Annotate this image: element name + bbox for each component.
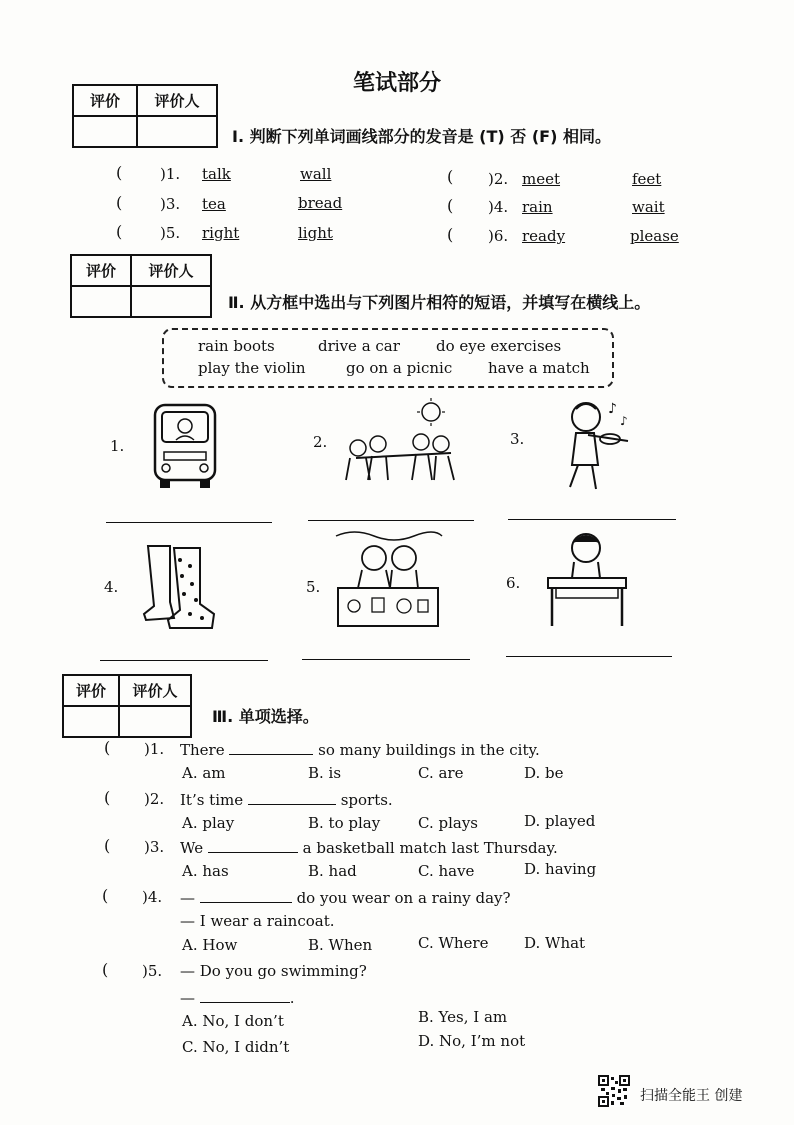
question-text: — Do you go swimming?: [180, 962, 367, 980]
scanner-watermark: 扫描全能王 创建: [640, 1088, 743, 1104]
question-text: [180, 888, 511, 907]
section3-title: Ⅲ. 单项选择。: [212, 707, 319, 726]
picture-number: 6.: [506, 574, 521, 592]
answer-line[interactable]: [302, 659, 470, 660]
option[interactable]: D. having: [524, 860, 597, 878]
answer-line[interactable]: [308, 520, 474, 521]
item-number: )3.: [160, 195, 181, 213]
question-text: [180, 790, 393, 809]
tug-of-war-icon: [336, 398, 466, 490]
score-cell[interactable]: [63, 706, 119, 737]
picture-number: 4.: [104, 578, 119, 596]
answer-paren[interactable]: (: [104, 788, 111, 807]
item-number: )2.: [488, 170, 509, 188]
answer-paren[interactable]: (: [447, 225, 454, 244]
word-2: please: [630, 227, 679, 245]
option[interactable]: B. to play: [308, 814, 381, 832]
word-2: bread: [298, 194, 343, 212]
answer-paren[interactable]: (: [116, 222, 123, 241]
grader-cell[interactable]: [137, 116, 217, 147]
word-1: talk: [202, 165, 231, 183]
score-label: 评价: [71, 255, 131, 286]
phrase: have a match: [488, 359, 590, 377]
answer-paren[interactable]: (: [102, 960, 109, 979]
score-cell[interactable]: [73, 116, 137, 147]
word-1: tea: [202, 195, 226, 213]
question-number: )3.: [144, 838, 165, 856]
item-number: )5.: [160, 224, 181, 242]
fill-blank[interactable]: [248, 790, 336, 805]
score-label: 评价: [63, 675, 119, 706]
picture-number: 5.: [306, 578, 321, 596]
answer-paren[interactable]: (: [447, 167, 454, 186]
question-post: do you wear on a rainy day?: [296, 889, 511, 907]
option[interactable]: A. No, I don’t: [182, 1012, 284, 1030]
picture-number: 2.: [313, 433, 328, 451]
fill-blank[interactable]: [208, 838, 298, 853]
option[interactable]: C. No, I didn’t: [182, 1038, 290, 1056]
answer-paren[interactable]: (: [116, 193, 123, 212]
grader-label: 评价人: [131, 255, 211, 286]
phrase: rain boots: [198, 337, 275, 355]
answer-line[interactable]: [100, 660, 268, 661]
option[interactable]: B. When: [308, 936, 373, 954]
page-title: 笔试部分: [352, 71, 441, 96]
answer-line[interactable]: [506, 656, 672, 657]
violin-player-icon: [548, 395, 638, 495]
question-post: sports.: [340, 791, 393, 809]
qr-code-icon: [598, 1075, 630, 1107]
option[interactable]: A. am: [182, 764, 226, 782]
option[interactable]: B. had: [308, 862, 357, 880]
option[interactable]: D. be: [524, 764, 564, 782]
score-box: [72, 84, 218, 148]
picnic-icon: [334, 526, 444, 632]
grader-label: 评价人: [137, 85, 217, 116]
answer-paren[interactable]: (: [116, 163, 123, 182]
phrase: do eye exercises: [436, 337, 562, 355]
question-number: )1.: [144, 740, 165, 758]
score-box: [70, 254, 212, 318]
fill-blank[interactable]: [200, 888, 292, 903]
answer-line[interactable]: [106, 522, 272, 523]
section2-title: Ⅱ. 从方框中选出与下列图片相符的短语，并填写在横线上。: [228, 293, 651, 312]
item-number: )1.: [160, 165, 181, 183]
word-1: rain: [522, 198, 553, 216]
answer-paren[interactable]: (: [104, 738, 111, 757]
option[interactable]: B. is: [308, 764, 342, 782]
word-1: meet: [522, 170, 561, 188]
question-pre: —: [180, 889, 195, 907]
question-text: [180, 740, 540, 759]
word-1: ready: [522, 227, 566, 245]
option[interactable]: D. What: [524, 934, 586, 952]
period: .: [289, 989, 295, 1007]
word-2: light: [298, 224, 333, 242]
option[interactable]: C. are: [418, 764, 464, 782]
rain-boots-icon: [140, 540, 220, 632]
phrase: drive a car: [318, 337, 400, 355]
question-number: )5.: [142, 962, 163, 980]
dialogue-line: [180, 988, 295, 1007]
score-cell[interactable]: [71, 286, 131, 317]
answer-paren[interactable]: (: [102, 886, 109, 905]
eye-exercise-desk-icon: [544, 528, 630, 628]
fill-blank[interactable]: [200, 988, 290, 1003]
picture-number: 1.: [110, 437, 125, 455]
answer-line[interactable]: [508, 519, 676, 520]
question-number: )4.: [142, 888, 163, 906]
answer-paren[interactable]: (: [104, 836, 111, 855]
option[interactable]: B. Yes, I am: [418, 1008, 508, 1026]
option[interactable]: A. How: [182, 936, 238, 954]
dash: —: [180, 989, 195, 1007]
phrase: play the violin: [198, 359, 306, 377]
svg-text:♪: ♪: [620, 414, 628, 428]
dialogue-line: — I wear a raincoat.: [180, 912, 335, 930]
word-2: wall: [300, 165, 332, 183]
question-number: )2.: [144, 790, 165, 808]
option[interactable]: D. No, I’m not: [418, 1032, 526, 1050]
phrase: go on a picnic: [346, 359, 453, 377]
score-box: [62, 674, 192, 738]
score-label: 评价: [73, 85, 137, 116]
svg-text:♪: ♪: [608, 401, 617, 417]
option[interactable]: C. plays: [418, 814, 478, 832]
grader-label: 评价人: [119, 675, 191, 706]
question-post: a basketball match last Thursday.: [302, 839, 558, 857]
answer-paren[interactable]: (: [447, 196, 454, 215]
word-1: right: [202, 224, 240, 242]
section1-title: Ⅰ. 判断下列单词画线部分的发音是 (T) 否 (F) 相同。: [232, 127, 611, 146]
option[interactable]: A. has: [182, 862, 229, 880]
question-post: so many buildings in the city.: [318, 741, 540, 759]
question-pre: It’s time: [180, 791, 244, 809]
option[interactable]: C. Where: [418, 934, 489, 952]
fill-blank[interactable]: [229, 740, 313, 755]
grader-cell[interactable]: [131, 286, 211, 317]
option[interactable]: D. played: [524, 812, 596, 830]
option[interactable]: C. have: [418, 862, 475, 880]
question-text: [180, 838, 558, 857]
word-2: feet: [632, 170, 662, 188]
question-pre: We: [180, 839, 204, 857]
item-number: )4.: [488, 198, 509, 216]
option[interactable]: A. play: [182, 814, 235, 832]
grader-cell[interactable]: [119, 706, 191, 737]
item-number: )6.: [488, 227, 509, 245]
word-2: wait: [632, 198, 665, 216]
bus-driver-icon: [150, 400, 220, 490]
question-pre: There: [180, 741, 225, 759]
picture-number: 3.: [510, 430, 525, 448]
